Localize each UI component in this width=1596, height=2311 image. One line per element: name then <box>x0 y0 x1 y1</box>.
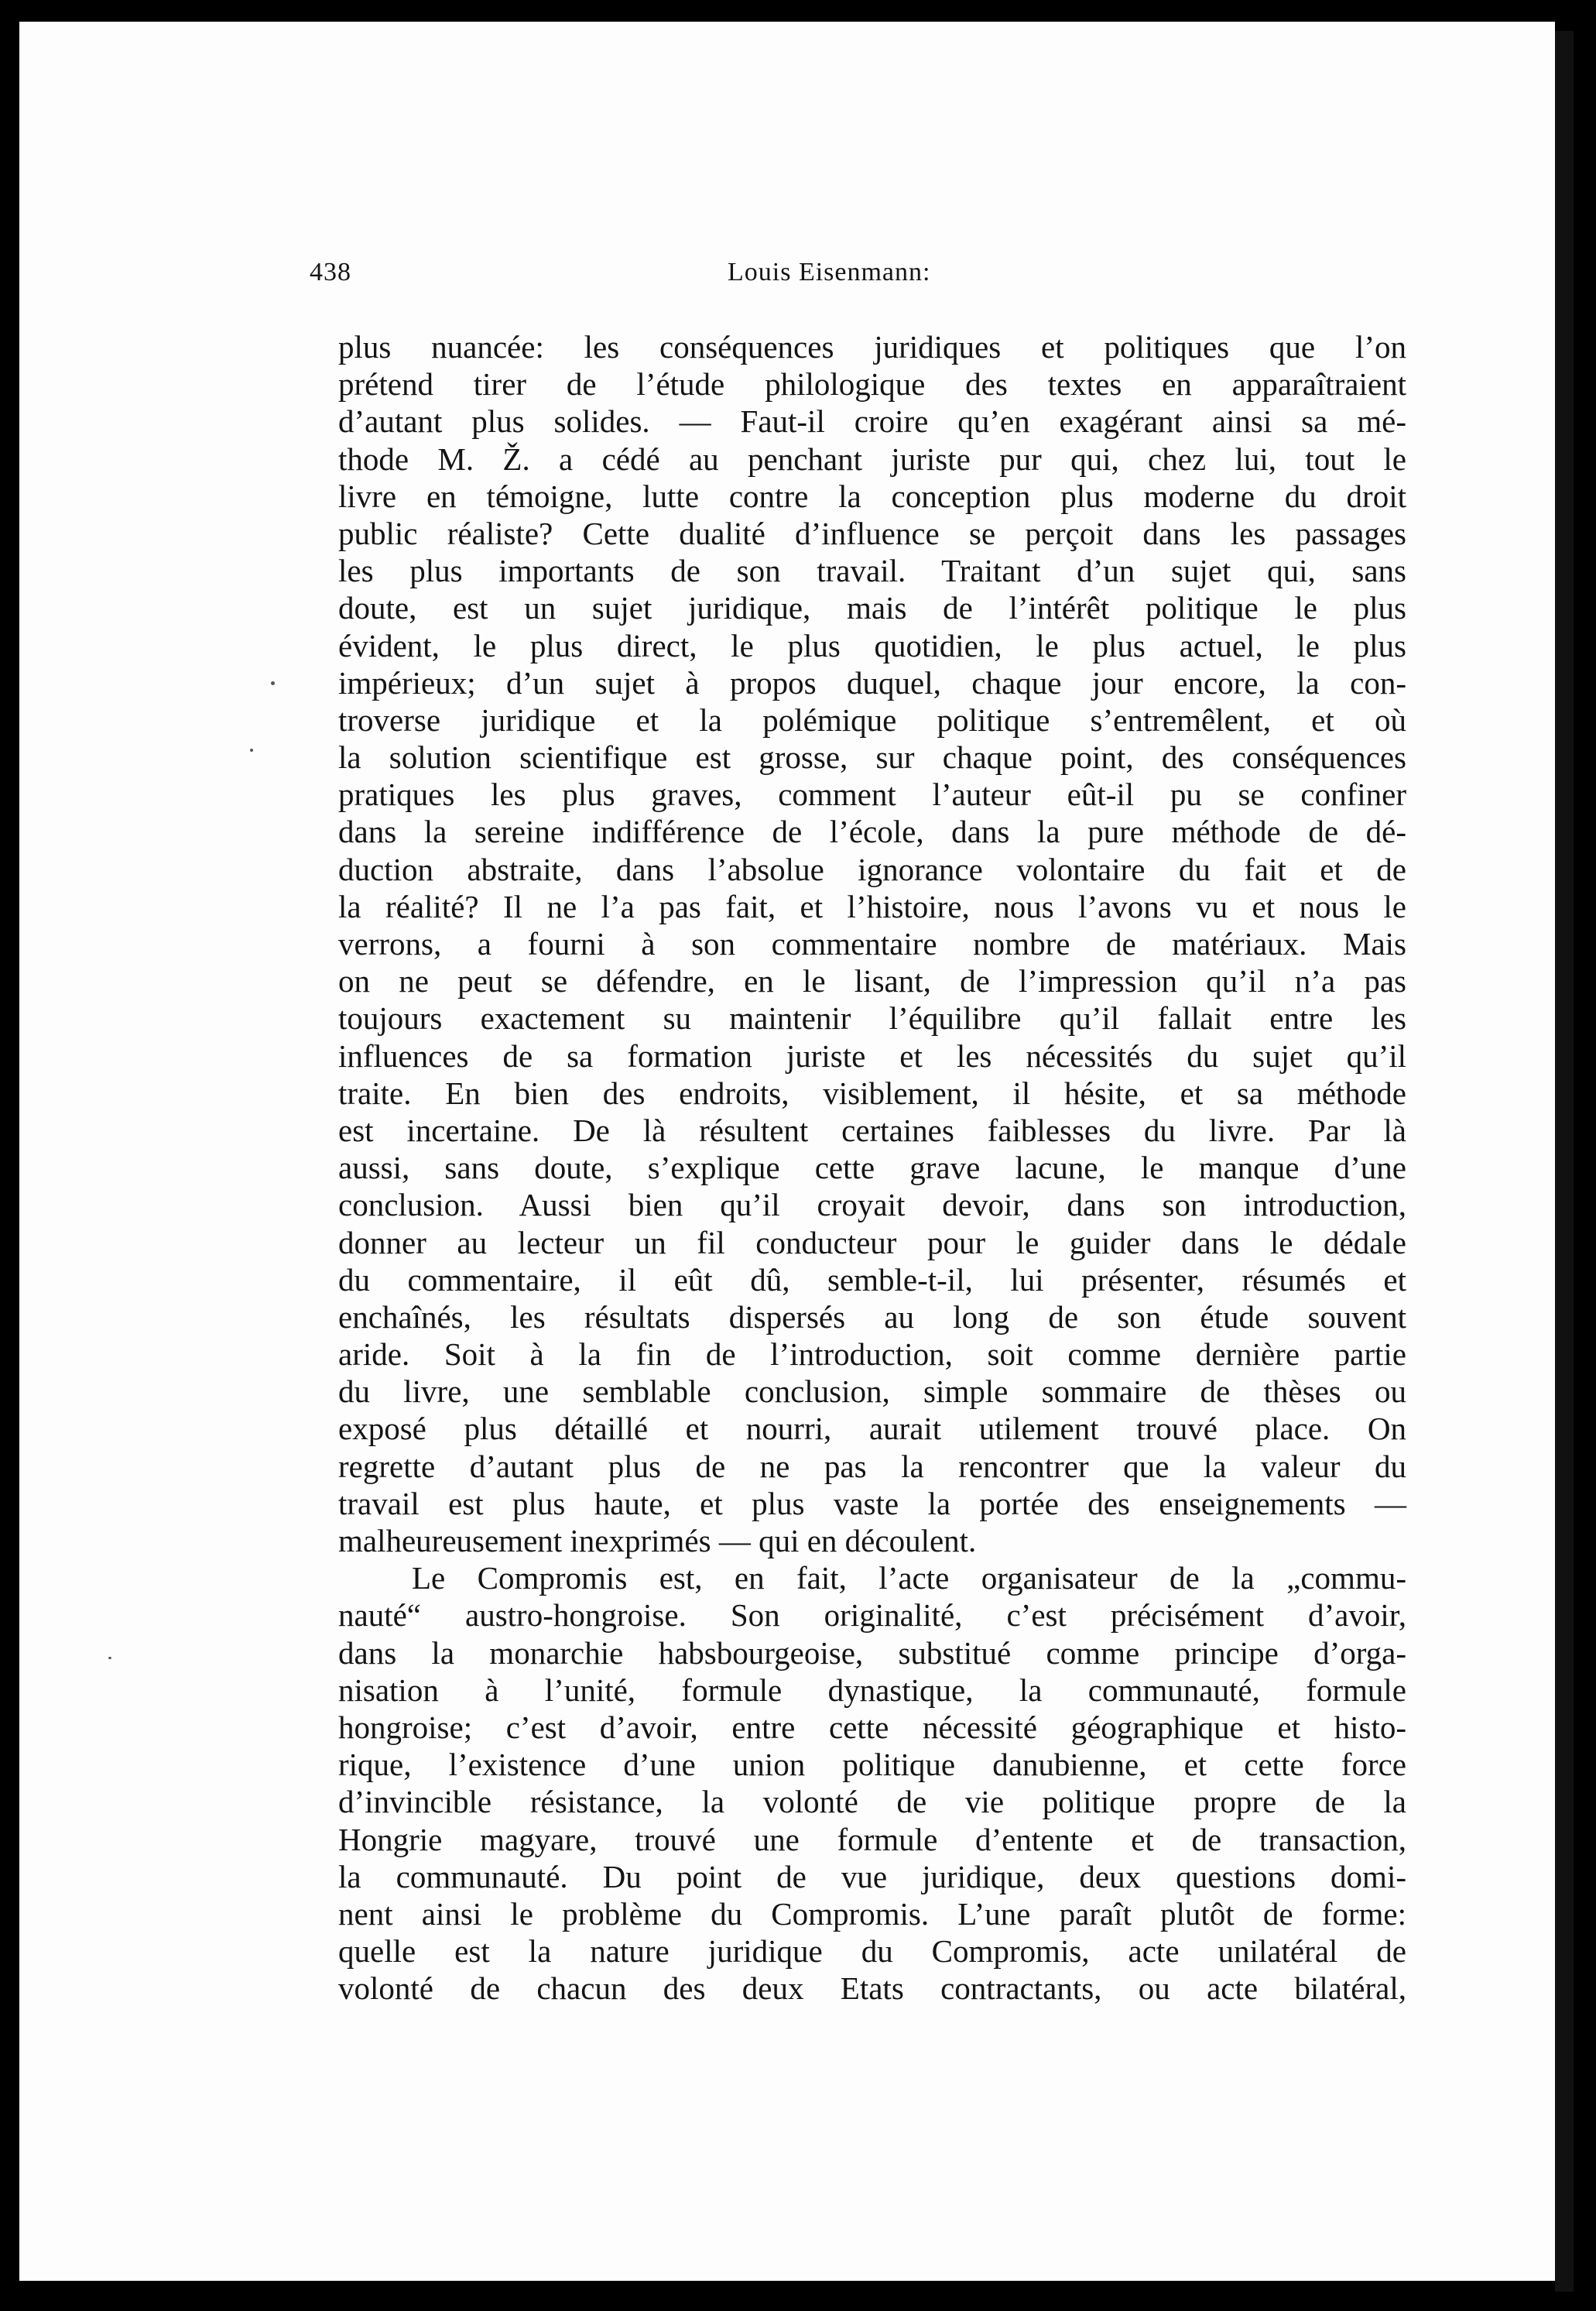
text-line: est incertaine. De là résultent certaines faiblesses du livre. Par là <box>338 1112 1406 1148</box>
text-line: conclusion. Aussi bien qu’il croyait devoir, dans son introduction, <box>338 1187 1406 1223</box>
text-line: rique, l’existence d’une union politique danubienne, et cette force <box>338 1747 1406 1783</box>
text-line: pratiques les plus graves, comment l’auteur eût-il pu se confiner <box>338 777 1406 813</box>
text-line: verrons, a fourni à son commentaire nombre de matériaux. Mais <box>338 926 1406 962</box>
text-line: aussi, sans doute, s’explique cette grave lacune, le manque d’une <box>338 1150 1406 1186</box>
running-head: Louis Eisenmann: <box>728 258 931 286</box>
text-line: toujours exactement su maintenir l’équilibre qu’il fallait entre les <box>338 1000 1406 1037</box>
page-edge-shadow <box>1555 31 1574 2292</box>
text-line: doute, est un sujet juridique, mais de l’intérêt politique le plus <box>338 590 1406 626</box>
text-line: évident, le plus direct, le plus quotidien, le plus actuel, le plus <box>338 627 1406 663</box>
text-line: public réaliste? Cette dualité d’influence se perçoit dans les passages <box>338 515 1406 551</box>
text-line: nent ainsi le problème du Compromis. L’une paraît plutôt de forme: <box>338 1895 1406 1932</box>
text-line: plus nuancée: les conséquences juridiques et politiques que l’on <box>338 329 1406 365</box>
text-line: travail est plus haute, et plus vaste la portée des enseignements — <box>338 1485 1406 1521</box>
text-line: impérieux; d’un sujet à propos duquel, chaque jour encore, la con- <box>338 664 1406 701</box>
text-line: la communauté. Du point de vue juridique, deux questions domi- <box>338 1858 1406 1894</box>
text-line: thode M. Ž. a cédé au penchant juriste pur qui, chez lui, tout le <box>338 441 1406 477</box>
text-line: aride. Soit à la fin de l’introduction, soit comme dernière partie <box>338 1336 1406 1373</box>
page-number: 438 <box>310 258 351 286</box>
text-line: Le Compromis est, en fait, l’acte organisateur de la „commu- <box>412 1560 1406 1596</box>
text-line: Hongrie magyare, trouvé une formule d’entente et de transaction, <box>338 1821 1406 1857</box>
text-line: dans la sereine indifférence de l’école, dans la pure méthode de dé- <box>338 814 1406 850</box>
text-line: donner au lecteur un fil conducteur pour le guider dans le dédale <box>338 1224 1406 1260</box>
text-line: quelle est la nature juridique du Compromis, acte unilatéral de <box>338 1933 1406 1970</box>
text-line: nauté“ austro-hongroise. Son originalité, c’est précisément d’avoir, <box>338 1597 1406 1634</box>
text-line: du livre, une semblable conclusion, simple sommaire de thèses ou <box>338 1373 1406 1410</box>
text-line: d’autant plus solides. — Faut-il croire qu’en exagérant ainsi sa mé- <box>338 403 1406 440</box>
scan-speck <box>250 749 253 752</box>
text-line: malheureusement inexprimés — qui en découlent. <box>338 1523 977 1558</box>
page-header <box>0 258 1596 297</box>
text-line: volonté de chacun des deux Etats contractants, ou acte bilatéral, <box>338 1970 1406 2007</box>
text-line: influences de sa formation juriste et les nécessités du sujet qu’il <box>338 1037 1406 1074</box>
text-line: duction abstraite, dans l’absolue ignorance volontaire du fait et de <box>338 851 1406 887</box>
text-line: regrette d’autant plus de ne pas la rencontrer que la valeur du <box>338 1448 1406 1484</box>
text-line: la réalité? Il ne l’a pas fait, et l’histoire, nous l’avons vu et nous le <box>338 888 1406 924</box>
text-line: du commentaire, il eût dû, semble-t-il, lui présenter, résumés et <box>338 1261 1406 1298</box>
scan-speck <box>271 681 275 685</box>
text-line: prétend tirer de l’étude philologique des textes en apparaîtraient <box>338 366 1406 403</box>
text-line: exposé plus détaillé et nourri, aurait utilement trouvé place. On <box>338 1411 1406 1447</box>
scan-speck <box>108 1657 111 1659</box>
text-line: hongroise; c’est d’avoir, entre cette nécessité géographique et histo- <box>338 1709 1406 1745</box>
text-line: livre en témoigne, lutte contre la conception plus moderne du droit <box>338 478 1406 514</box>
text-line: les plus importants de son travail. Traitant d’un sujet qui, sans <box>338 553 1406 589</box>
text-line: dans la monarchie habsbourgeoise, substitué comme principe d’orga- <box>338 1634 1406 1671</box>
text-line: troverse juridique et la polémique politique s’entremêlent, et où <box>338 701 1406 738</box>
text-line: traite. En bien des endroits, visiblement, il hésite, et sa méthode <box>338 1075 1406 1111</box>
text-line: on ne peut se défendre, en le lisant, de l’impression qu’il n’a pas <box>338 963 1406 999</box>
body-text <box>338 328 1406 2007</box>
text-line: la solution scientifique est grosse, sur chaque point, des conséquences <box>338 739 1406 776</box>
text-line: enchaînés, les résultats dispersés au long de son étude souvent <box>338 1298 1406 1335</box>
text-line: d’invincible résistance, la volonté de vie politique propre de la <box>338 1784 1406 1820</box>
text-line: nisation à l’unité, formule dynastique, la communauté, formule <box>338 1672 1406 1708</box>
